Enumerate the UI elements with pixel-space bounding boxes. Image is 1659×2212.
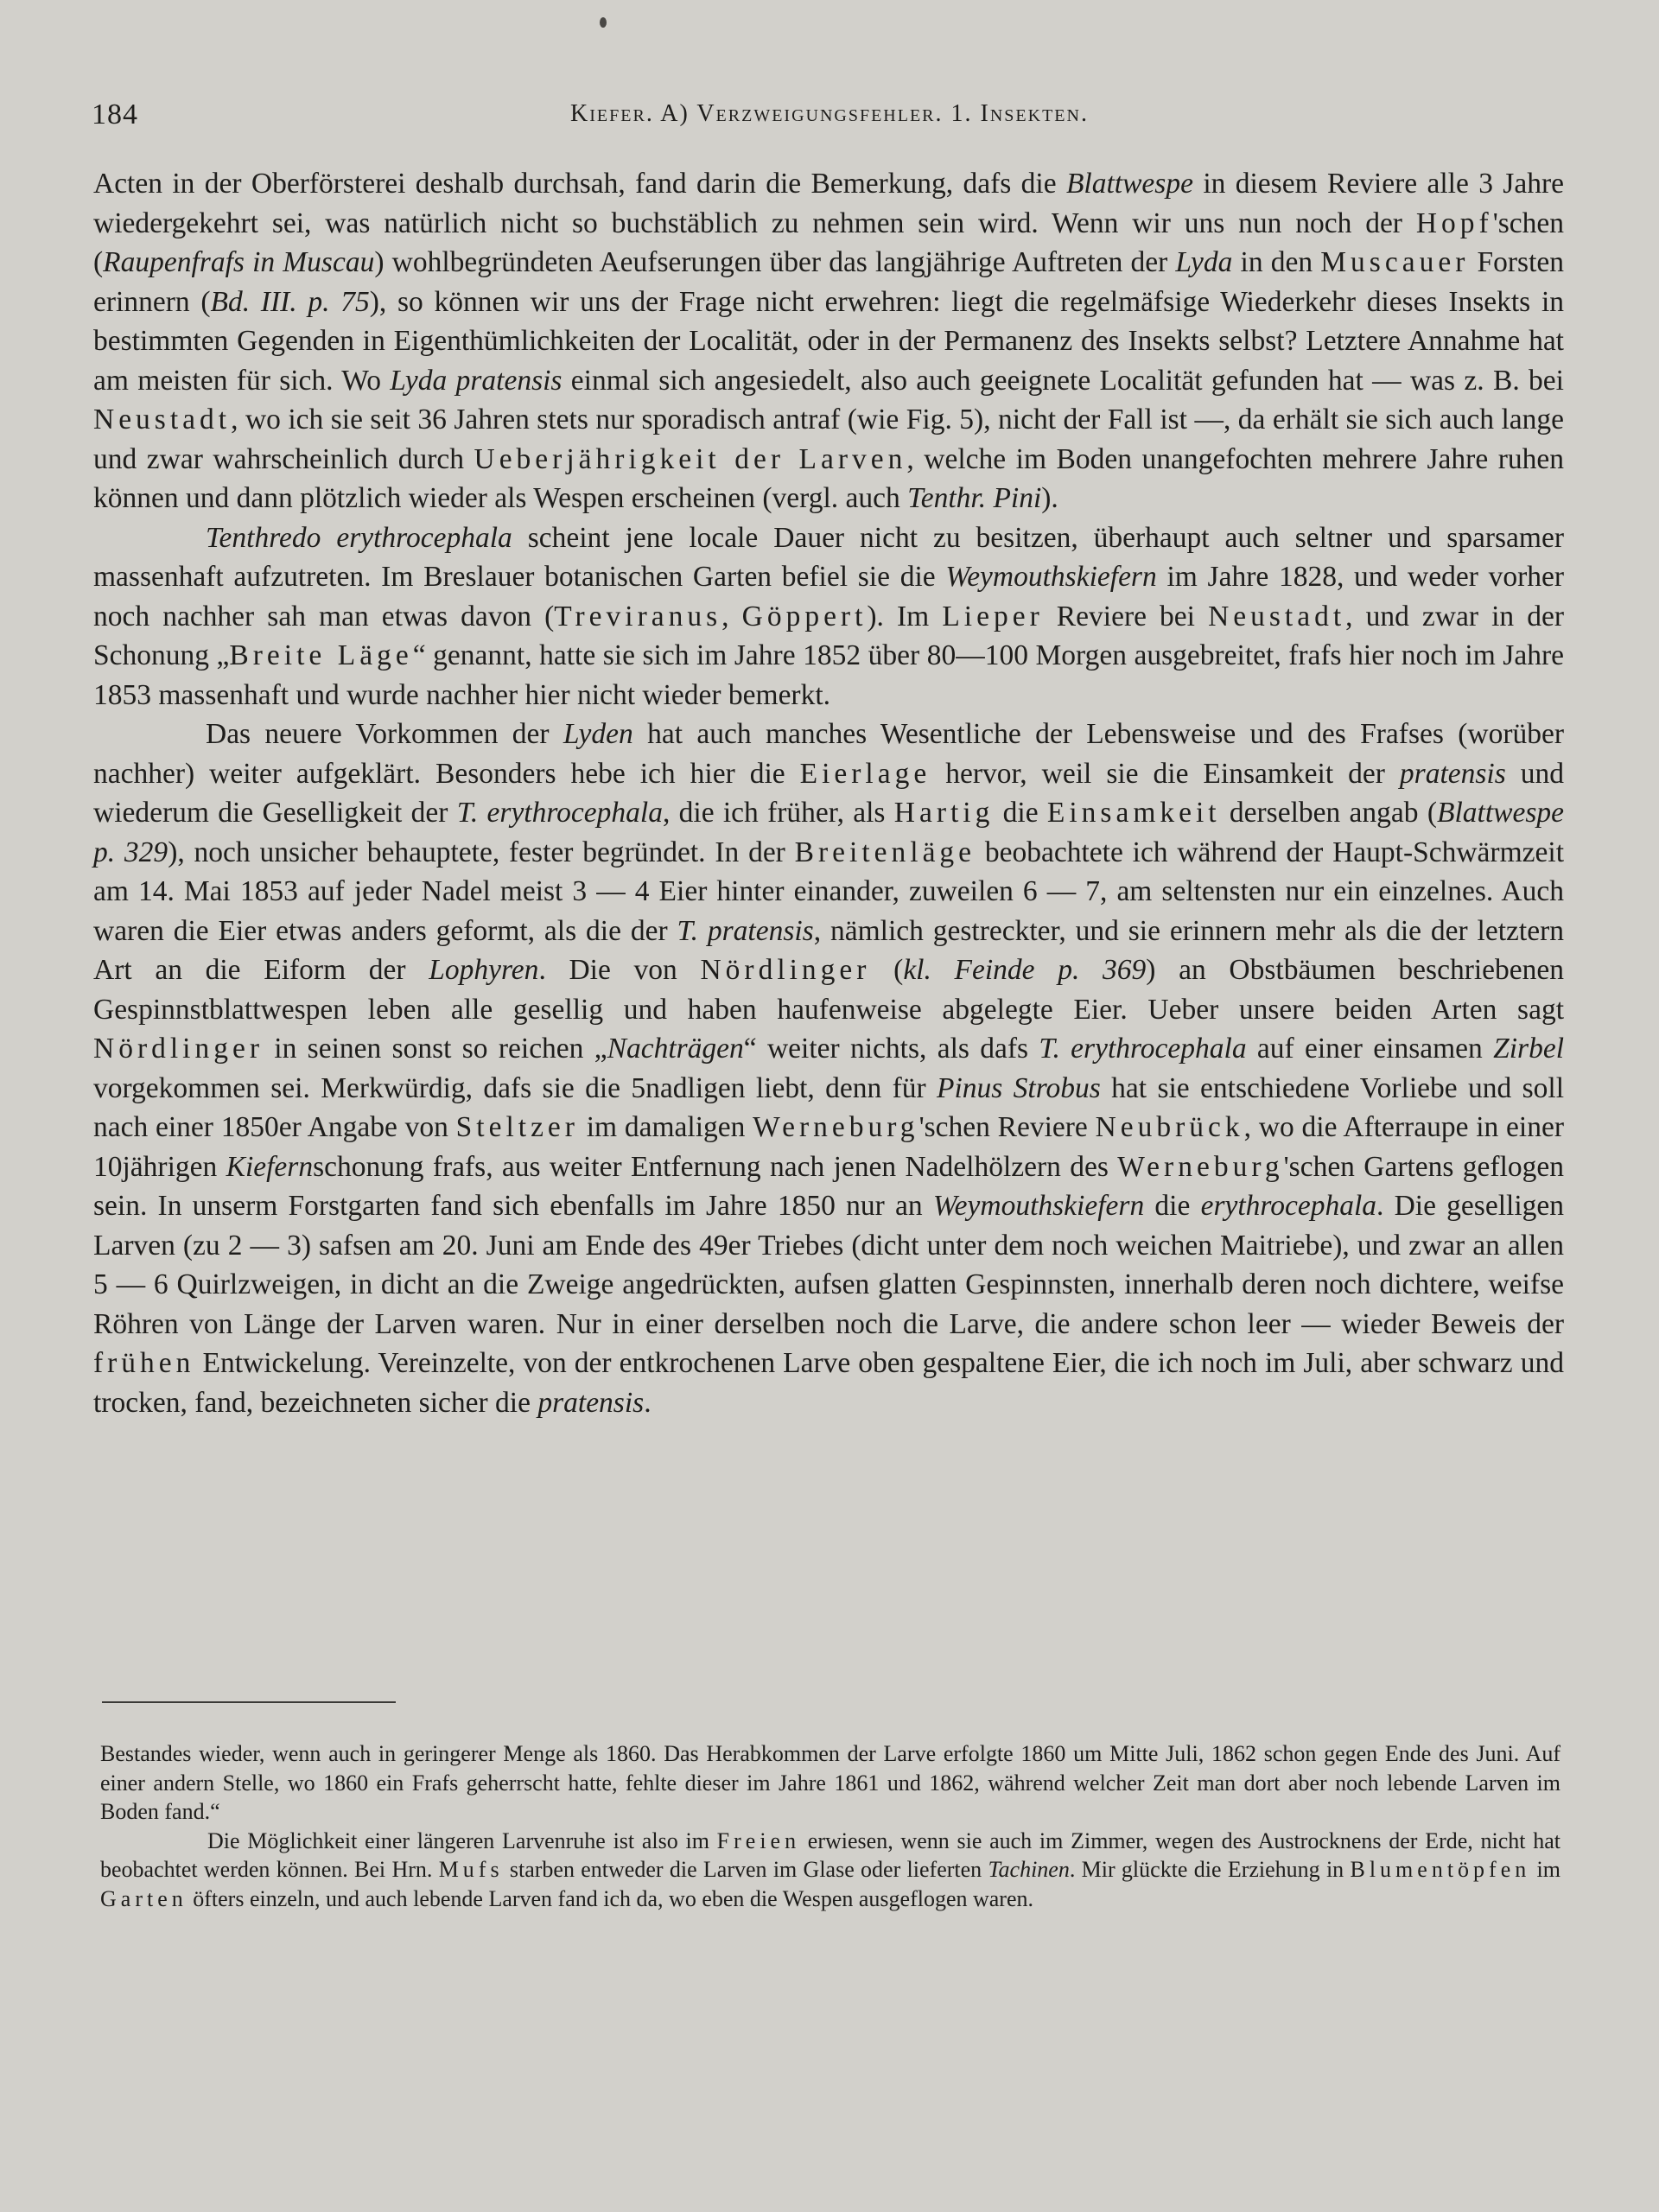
spaced-name: Steltzer [455,1111,579,1143]
running-head: Kiefer. A) Verzweigungsfehler. 1. Insekten. [570,100,1089,127]
spaced-name: Hartig [893,797,995,829]
text-run: 'schen ( [93,207,1564,278]
italic-run: T. pratensis [677,914,814,947]
italic-run: erythrocephala [1200,1190,1376,1222]
text-run: Acten in der Oberförsterei deshalb durchsah, fand darin die Bemerkung, dafs die [93,168,1066,200]
text-run: im Jahre 1828, und weder vorher noch nachher sah man etwas davon ( [93,561,1565,632]
text-run: hat auch manches Wesentliche der Lebensweise und des Frafses (worüber nachher) weiter aufgeklärt. Besonders hebe ich hier die [93,718,1565,790]
text-run: Die Möglichkeit einer längeren Larvenruhe ist also im [207,1827,717,1853]
italic-run: Lyda [1175,246,1233,278]
text-run: derselben angab ( [1220,797,1437,829]
text-run: , wo die Afterraupe in einer 10jährigen [93,1111,1564,1183]
text-run: ). [1041,482,1058,514]
text-run: scheint jene locale Dauer nicht zu besitzen, überhaupt auch seltner und sparsamer massenhaft aufzutreten. Im Breslauer botanischen Garten befiel sie die [93,521,1564,593]
text-run: ). Im [867,600,943,632]
spaced-name: Breite Läge [229,639,413,671]
italic-run: Weymouthskiefern [932,1190,1145,1222]
main-text [93,164,1564,1422]
footnote-2 [100,1827,1560,1914]
text-run: Entwickelung. Vereinzelte, von der entkrochenen Larve oben gespaltene Eier, die ich noch im Juli, aber schwarz und trocken, fand, bezeichneten sicher die [93,1347,1564,1419]
italic-run: kl. Feinde p. 369 [903,954,1147,986]
text-run: , welche im Boden unangefochten mehrere Jahre ruhen können und dann plötzlich wieder als Wespen erscheinen (vergl. auch [93,442,1564,514]
text-run: die [1144,1190,1201,1222]
italic-run: Bd. III. p. 75 [210,285,370,318]
italic-run: Nachträgen [607,1033,744,1065]
text-run: . Die von [538,954,701,986]
spaced-name: Göppert [741,600,868,632]
text-run: erwiesen, wenn sie auch im Zimmer, wegen des Austrocknens der Erde, nicht hat beobachtet werden können. Bei Hrn. [100,1827,1560,1882]
text-run: . [644,1386,652,1419]
paragraph-2 [93,518,1564,715]
spaced-word: Einsamkeit [1046,797,1221,829]
spaced-name: Nördlinger [93,1033,264,1065]
italic-run: T. erythrocephala [1039,1033,1247,1065]
text-run: ( [870,954,904,986]
text-run: ), noch unsicher behauptete, fester begründet. In der [168,836,795,868]
italic-run: Lyden [563,718,633,750]
italic-run: Pinus Strobus [937,1071,1101,1104]
italic-run: pratensis [537,1386,645,1419]
text-run: Forsten erinnern ( [93,246,1564,318]
italic-run: Raupenfrafs in Muscau [103,246,375,278]
text-run: vorgekommen sei. Merkwürdig, dafs sie die 5nadligen liebt, denn für [93,1071,938,1104]
page-header [86,93,1573,145]
text-run: ) wohlbegründeten Aeufserungen über das langjährige Auftreten der [374,246,1176,278]
footnote-1: Bestandes wieder, wenn auch in geringerer Menge als 1860. Das Herabkommen der Larve erfolgte 1860 um Mitte Juli, 1862 schon gegen Ende des Juni. Auf einer andern Stelle, wo 1860 ein Frafs geherrscht hatte, fehlte dieser im Jahre 1861 und 1862, während welcher Zeit man dort aber noch lebende Larven im Boden fand.“ [100,1741,1560,1824]
italic-run: Blattwespe p. 329 [93,797,1565,868]
text-run: Das neuere Vorkommen der [206,718,563,750]
italic-run: Kiefern [226,1150,314,1183]
text-run: und wiederum die Geselligkeit der [93,757,1564,829]
text-run: , [721,600,742,632]
spaced-name: Werneburg [1117,1150,1284,1183]
spaced-name: Lieper [942,600,1044,632]
text-run: auf einer einsamen [1246,1033,1494,1065]
paragraph-1 [93,164,1564,518]
footnote-divider [102,1701,396,1703]
ink-speck [600,17,607,28]
text-run: , die ich früher, als [662,797,894,829]
text-run: hat sie entschiedene Vorliebe und soll nach einer 1850er Angabe von [93,1071,1565,1143]
italic-run: Lophyren [429,954,539,986]
text-run: , wo ich sie seit 36 Jahren stets nur sporadisch antraf (wie Fig. 5), nicht der Fall ist —, da erhält sie sich auch lange und zwar wahrscheinlich durch [93,404,1564,475]
text-run: . Die geselligen Larven (zu 2 — 3) safsen am 20. Juni am Ende des 49er Triebes (dicht unter dem noch weichen Maitriebe), und zwar an allen 5 — 6 Quirlzweigen, in dicht an die Zweige angedrückten, aufsen glatten Gespinnsten, innerhalb deren noch dichtere, weifse Röhren von Länge der Larven waren. Nur in einer derselben noch die Larve, die andere schon leer — wieder Beweis der [93,1190,1565,1340]
italic-run: Tenthr. Pini [907,482,1042,514]
text-run: in diesem Reviere alle 3 Jahre wiedergekehrt sei, was natürlich nicht so buchstäblich zu nehmen sein wird. Wenn wir uns nun noch der [93,168,1564,239]
text-run: im [1530,1857,1560,1882]
italic-run: pratensis [1399,757,1506,790]
spaced-name: Neustadt [1208,600,1346,632]
spaced-phrase: Ueberjährigkeit der Larven [474,442,907,475]
italic-run: Zirbel [1493,1033,1564,1065]
text-run: starben entweder die Larven im Glase oder lieferten [503,1857,988,1882]
text-run: im damaligen [578,1111,753,1143]
italic-run: Weymouthskiefern [945,561,1157,593]
spaced-name: Neubrück [1095,1111,1244,1143]
spaced-name: Muscauer [1320,246,1470,278]
text-run: Reviere bei [1043,600,1209,632]
text-run: , und zwar in der Schonung „ [93,600,1565,671]
text-run: . Mir glückte die Erziehung in [1069,1857,1351,1882]
paragraph-3 [93,715,1564,1422]
italic-run: Tenthredo erythrocephala [206,521,512,554]
spaced-name: Hopf [1415,207,1493,239]
spaced-name: Treviranus [554,600,722,632]
text-run: in den [1232,246,1321,278]
spaced-name: Werneburg [753,1111,919,1143]
spaced-word: Freien [716,1827,801,1853]
text-run: einmal sich angesiedelt, also auch geeignete Localität gefunden hat — was z. B. bei [562,364,1564,397]
spaced-word: frühen [93,1347,195,1379]
italic-run: T. erythrocephala [456,797,663,829]
spaced-name: Mufs [438,1857,504,1882]
spaced-word: Garten [100,1885,188,1911]
spaced-name: Nördlinger [700,954,871,986]
text-run: , nämlich gestreckter, und sie erinnern mehr als die der letztern Art an die Eiform der [93,914,1564,986]
text-run: schonung frafs, aus weiter Entfernung nach jenen Nadelhölzern des [313,1150,1118,1183]
text-run: 'schen Reviere [918,1111,1096,1143]
text-run: die [994,797,1047,829]
text-run: beobachtete ich während der Haupt-Schwärmzeit am 14. Mai 1853 auf jeder Nadel meist 3 — 4 Eier hinter einander, zuweilen 6 — 7, am seltensten nur ein einzelnes. Auch waren die Eier etwas anders geformt, als die der [93,836,1564,947]
text-run: ), so können wir uns der Frage nicht erwehren: liegt die regelmäfsige Wiederkehr dieses Insekts in bestimmten Gegenden in Eigenthümlichkeiten der Localität, oder in der Permanenz des Insekts selbst? Letztere Annahme hat am meisten für sich. Wo [93,285,1564,397]
spaced-word: Blumentöpfen [1350,1857,1531,1882]
spaced-name: Neustadt [93,404,232,435]
spaced-word: Eierlage [799,757,931,790]
spaced-name: Breitenläge [794,836,976,868]
text-run: hervor, weil sie die Einsamkeit der [931,757,1400,790]
text-run: ) an Obstbäumen beschriebenen Gespinnstblattwespen leben alle gesellig und haben haufenweise abgelegte Eier. Ueber unsere beiden Arten sagt [93,954,1565,1026]
text-run: “ genannt, hatte sie sich im Jahre 1852 über 80—100 Morgen ausgebreitet, frafs hier noch im Jahre 1853 massenhaft und wurde nachher hier nicht wieder bemerkt. [93,639,1564,711]
page-number: 184 [92,99,138,130]
italic-run: Tachinen [988,1857,1070,1882]
italic-run: Lyda pratensis [390,364,563,397]
italic-run: Blattwespe [1065,168,1193,200]
text-run: 'schen Gartens geflogen sein. In unserm Forstgarten fand sich ebenfalls im Jahre 1850 nur an [93,1150,1564,1222]
text-run: in seinen sonst so reichen „ [264,1033,607,1065]
text-run: öfters einzeln, und auch lebende Larven fand ich da, wo eben die Wespen ausgeflogen waren. [187,1885,1034,1911]
footnotes [100,1739,1560,1913]
text-run: “ weiter nichts, als dafs [743,1033,1039,1065]
